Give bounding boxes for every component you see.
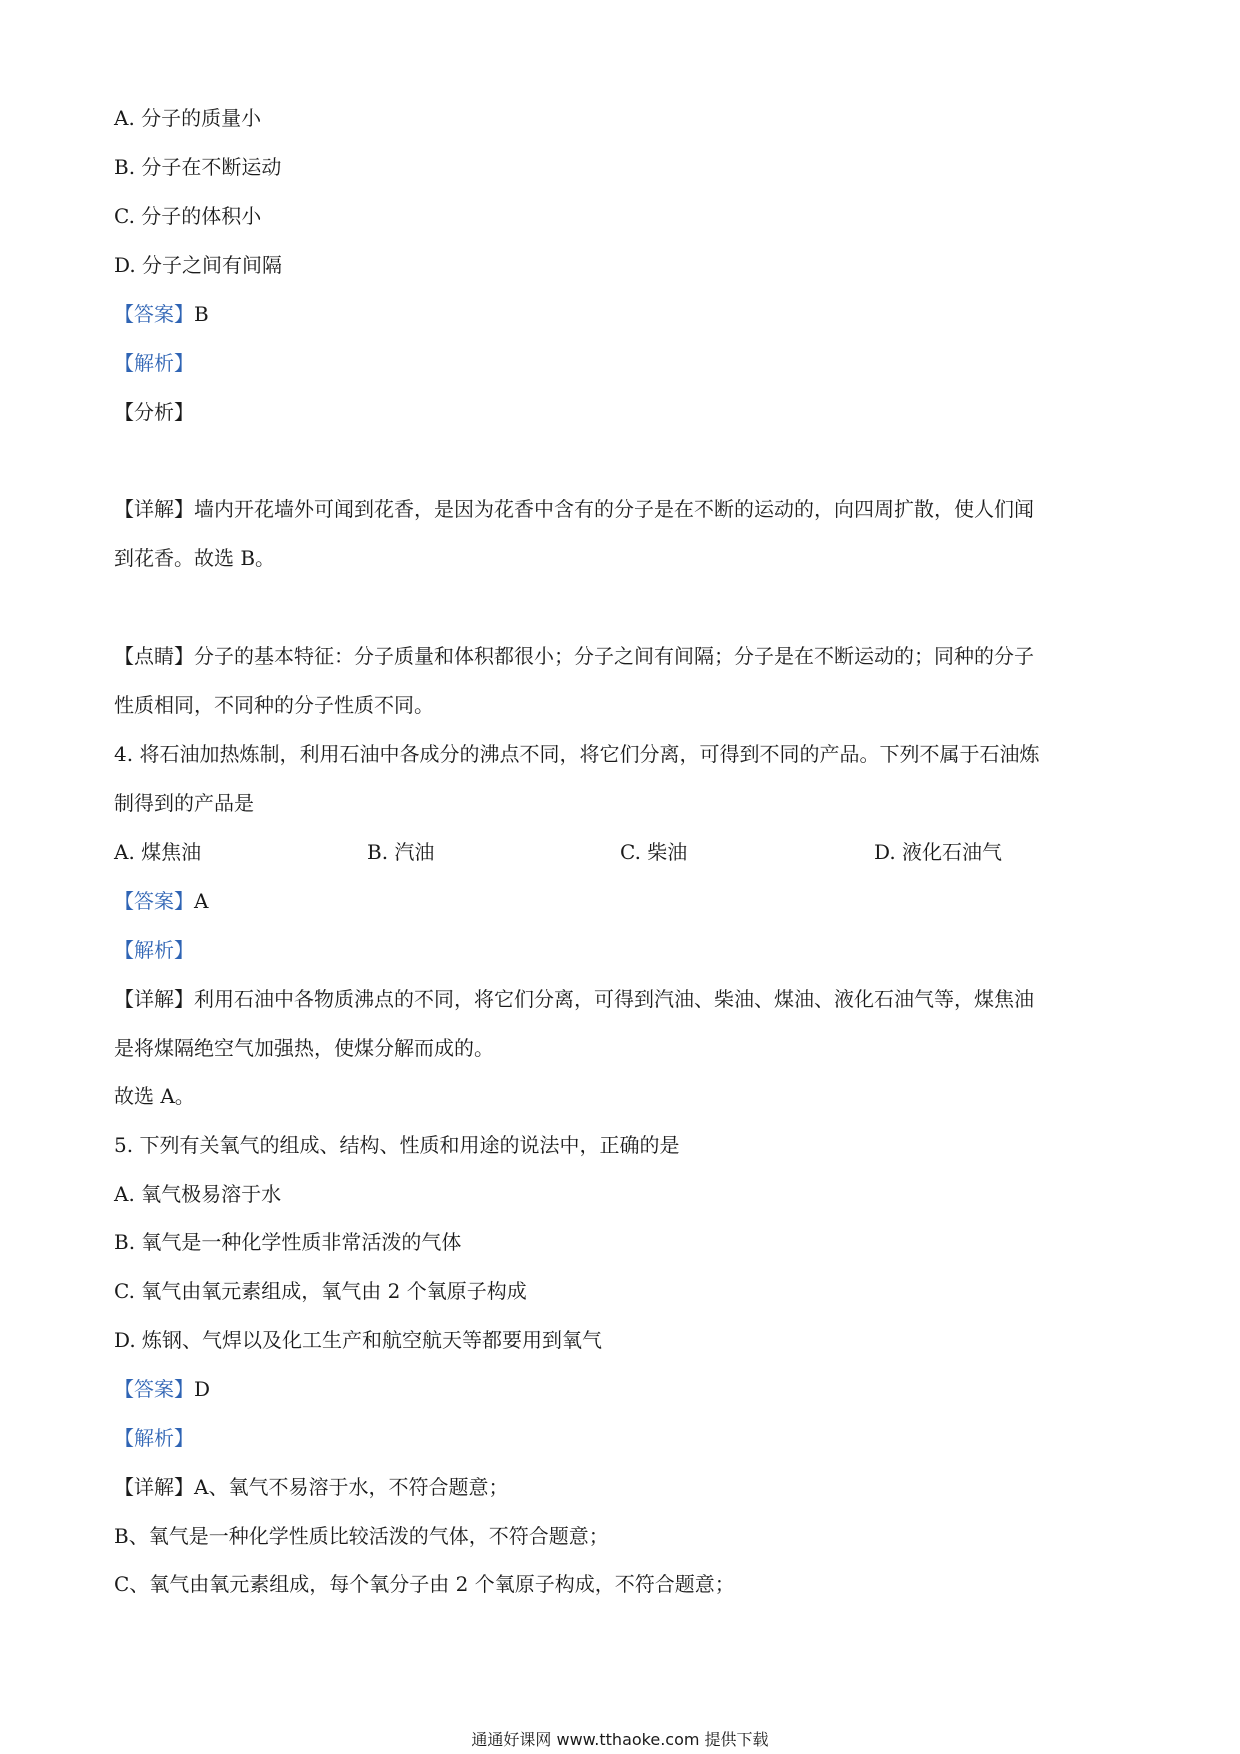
q4-options-row [114,838,1124,866]
q5-option-c: C. 氧气由氧元素组成，氧气由 2 个氧原子构成 [114,1279,527,1303]
q4-stem-line-2: 制得到的产品是 [114,791,254,815]
q4-detail-text-1: 利用石油中各物质沸点的不同，将它们分离，可得到汽油、柴油、煤油、液化石油气等，煤焦油 [194,987,1034,1011]
q3-option-c: C. 分子的体积小 [114,204,262,228]
q5-answer-line [114,1375,210,1403]
q3-tip-line-1 [114,642,1034,670]
q3-detail-line-1 [114,495,1034,523]
q4-detail-line-1 [114,985,1034,1013]
q5-detail-line-2: B、氧气是一种化学性质比较活泼的气体，不符合题意； [114,1524,609,1548]
q3-option-d: D. 分子之间有间隔 [114,253,283,277]
q3-tip-tag: 【点睛】 [114,644,194,668]
q5-detail-tag: 【详解】 [114,1475,194,1499]
q4-stem-line-1: 4. 将石油加热炼制，利用石油中各成分的沸点不同，将它们分离，可得到不同的产品。下列不属于石油炼 [114,742,1040,766]
q3-answer-tag: 【答案】 [114,302,194,326]
q3-detail-line-2: 到花香。故选 B。 [114,546,276,570]
page-footer: 通通好课网 www.tthaoke.com 提供下载 [471,1730,769,1749]
q5-answer: D [194,1377,211,1401]
q3-option-a: A. 分子的质量小 [114,106,262,130]
q4-analysis-tag: 【解析】 [114,938,194,962]
q3-detail-text-1: 墙内开花墙外可闻到花香，是因为花香中含有的分子是在不断的运动的，向四周扩散，使人们闻 [194,497,1034,521]
q3-detail-tag: 【详解】 [114,497,194,521]
q3-tip-text-1: 分子的基本特征：分子质量和体积都很小；分子之间有间隔；分子是在不断运动的；同种的分子 [194,644,1034,668]
q4-option-d: D. 液化石油气 [874,840,1003,864]
q4-conclusion: 故选 A。 [114,1084,195,1108]
q3-analysis-tag: 【解析】 [114,351,194,375]
q5-detail-text-1: A、氧气不易溶于水，不符合题意； [194,1475,509,1499]
q3-answer-line [114,300,209,328]
q3-option-b: B. 分子在不断运动 [114,155,282,179]
q4-option-b: B. 汽油 [367,840,435,864]
q5-option-d: D. 炼钢、气焊以及化工生产和航空航天等都要用到氧气 [114,1328,603,1352]
q5-detail-line-3: C、氧气由氧元素组成，每个氧分子由 2 个氧原子构成，不符合题意； [114,1572,735,1596]
q5-option-b: B. 氧气是一种化学性质非常活泼的气体 [114,1230,462,1254]
q5-stem: 5. 下列有关氧气的组成、结构、性质和用途的说法中，正确的是 [114,1133,680,1157]
q5-analysis-tag: 【解析】 [114,1426,194,1450]
q4-answer-tag: 【答案】 [114,889,194,913]
q3-answer: B [194,302,209,326]
q5-option-a: A. 氧气极易溶于水 [114,1182,282,1206]
q4-answer: A [194,889,209,913]
q3-tip-line-2: 性质相同，不同种的分子性质不同。 [114,693,434,717]
q5-answer-tag: 【答案】 [114,1377,194,1401]
q4-option-a: A. 煤焦油 [114,840,202,864]
q5-detail-line-1 [114,1473,508,1501]
q4-answer-line [114,887,208,915]
q4-option-c: C. 柴油 [620,840,688,864]
q4-detail-line-2: 是将煤隔绝空气加强热，使煤分解而成的。 [114,1036,494,1060]
q4-detail-tag: 【详解】 [114,987,194,1011]
q3-fenxi-tag: 【分析】 [114,400,194,424]
